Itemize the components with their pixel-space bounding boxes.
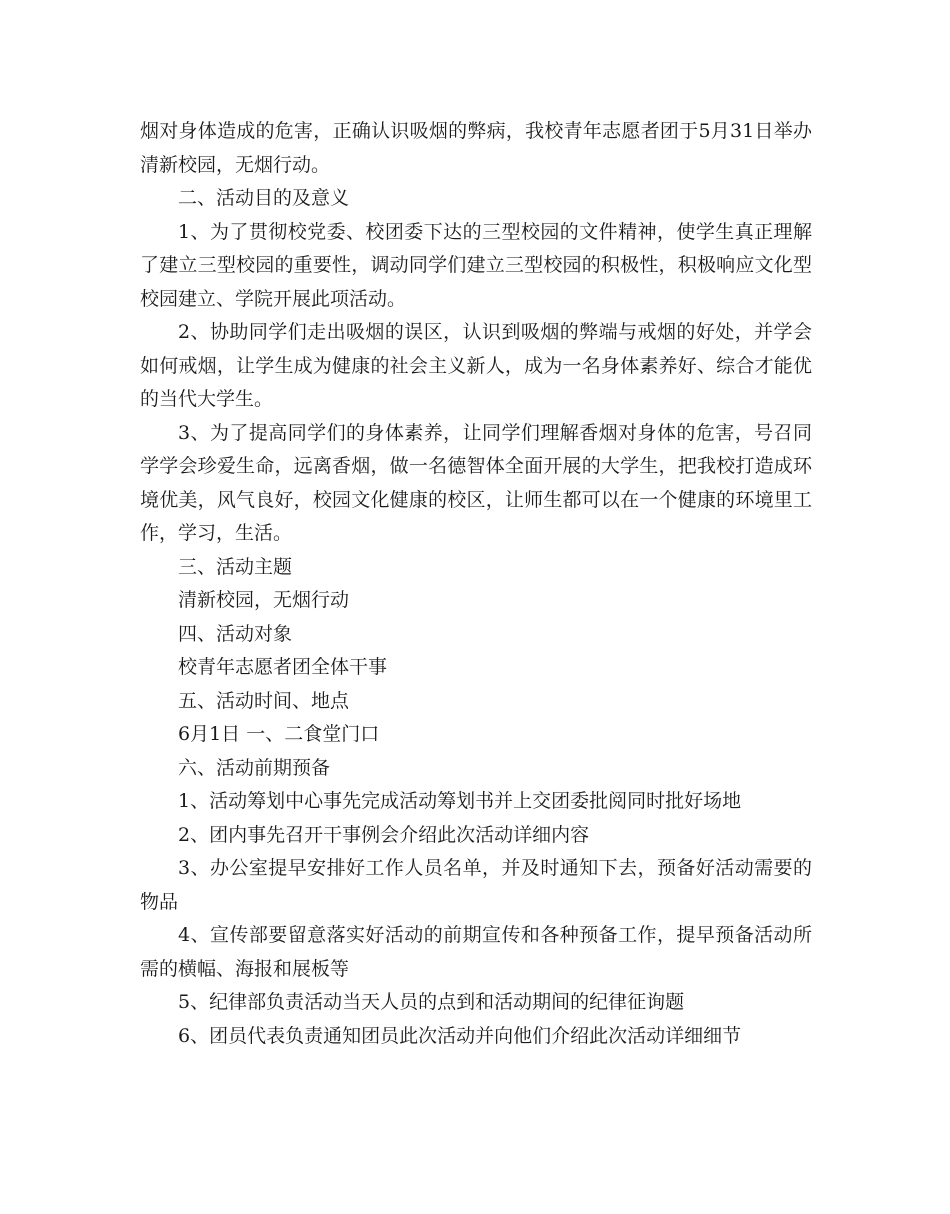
section-heading-audience: 四、活动对象: [178, 622, 293, 645]
paragraph-preparation-5: 5、纪律部负责活动当天人员的点到和活动期间的纪律征询题: [178, 991, 685, 1013]
section-heading-purpose: 二、活动目的及意义: [178, 187, 350, 209]
paragraph-preparation-4: 4、宣传部要留意落实好活动的前期宣传和各种预备工作，提早预备活动所需的横幅、海报和展板等: [140, 924, 812, 980]
section-heading-preparation: 六、活动前期预备: [178, 756, 331, 779]
section-heading-time-place: 五、活动时间、地点: [178, 689, 350, 712]
paragraph-purpose-2: 2、协助同学们走出吸烟的误区，认识到吸烟的弊端与戒烟的好处，并学会如何戒烟，让学生成为健康的社会主义新人，成为一名身体素养好、综合才能优的当代大学生。: [140, 321, 812, 410]
document-body: [140, 115, 812, 1053]
paragraph-theme: 清新校园，无烟行动: [178, 589, 350, 611]
paragraph-purpose-1: 1、为了贯彻校党委、校团委下达的三型校园的文件精神，使学生真正理解了建立三型校园的重要性，调动同学们建立三型校园的积极性，积极响应文化型校园建立、学院开展此项活动。: [140, 220, 812, 310]
paragraph-time-place: 6月1日 一、二食堂门口: [178, 723, 380, 745]
paragraph-preparation-1: 1、活动筹划中心事先完成活动筹划书并上交团委批阅同时批好场地: [178, 790, 742, 812]
paragraph-preparation-2: 2、团内事先召开干事例会介绍此次活动详细内容: [178, 823, 590, 846]
paragraph-preparation-3: 3、办公室提早安排好工作人员名单，并及时通知下去，预备好活动需要的物品: [140, 857, 812, 913]
paragraph-intro-continuation: 烟对身体造成的危害，正确认识吸烟的弊病，我校青年志愿者团于5月31日举办清新校园，无烟行动。: [140, 120, 812, 176]
section-heading-theme: 三、活动主题: [178, 555, 293, 578]
paragraph-preparation-6: 6、团员代表负责通知团员此次活动并向他们介绍此次活动详细细节: [178, 1024, 742, 1047]
paragraph-audience: 校青年志愿者团全体干事: [178, 656, 388, 678]
paragraph-purpose-3: 3、为了提高同学们的身体素养，让同学们理解香烟对身体的危害，号召同学学会珍爱生命，远离香烟，做一名德智体全面开展的大学生，把我校打造成环境优美，风气良好，校园文化健康的校区，让师生都可以在一个健康的环境里工作，学习，生活。: [140, 421, 812, 544]
